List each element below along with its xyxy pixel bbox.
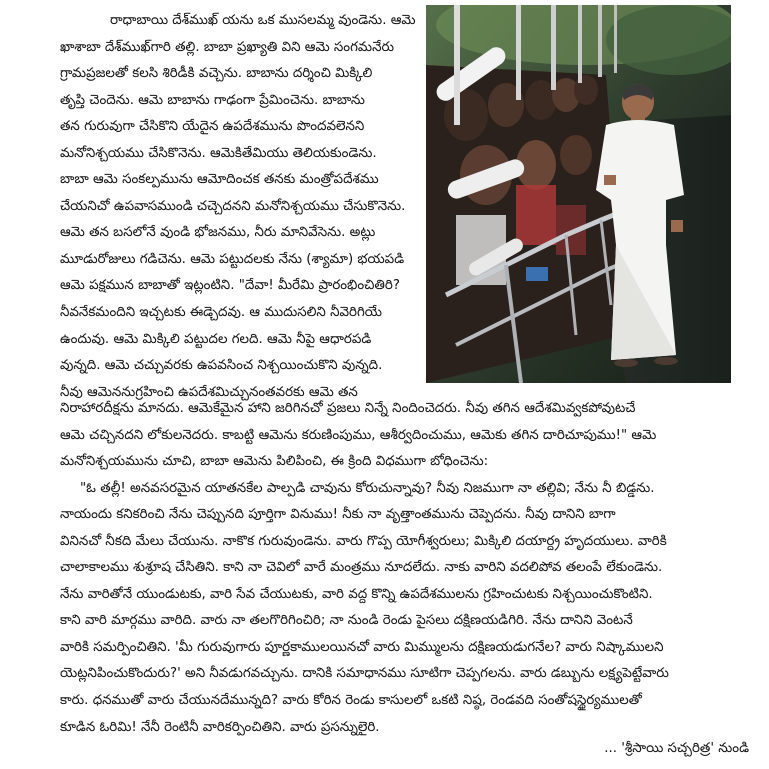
- article-line: వినినచో నీకది మేలు చేయును. నాకొక గురువుండెను. వారు గొప్ప యోగీశ్వరులు; మిక్కిలి దయార్ద్ర హృదయులు. వారికి: [60, 533, 667, 549]
- devotees-photo: [426, 5, 731, 383]
- article-line: రాధాబాయి దేశ్‌ముఖ్ యను ఒక ముసలమ్మ వుండెను. ఆమె: [110, 13, 416, 28]
- article-body: [60, 396, 740, 741]
- article-line: మూడురోజులు గడిచెను. ఆమె పట్టుదలకు నేను (శ్యామా) భయపడి: [60, 251, 405, 267]
- article-line: చాలాకాలము శుశ్రూష చేసితిని. కాని నా చెవిలో వారే మంత్రము నూదలేదు. నాకు వారిని వదలిపోవ తలంపే లేకుండెను.: [60, 560, 663, 576]
- article-line: ఆమె తన బసలోనే వుండి భోజనము, నీరు మానివేసెను. అట్లు: [60, 225, 376, 241]
- article-line: నేను వారితోనే యుండుటకు, వారి సేవ చేయుటకు, వారి వద్ద కొన్ని ఉపదేశములను గ్రహించుటకు నిశ్చయించుకొంటిని.: [60, 586, 653, 602]
- article-intro-column: [60, 8, 418, 406]
- article-line: మనోనిశ్చయమును చూచి, బాబా ఆమెను పిలిపించి, ఈ క్రింది విధముగా బోధించెను:: [60, 454, 489, 470]
- article-line: కాని వారి మార్గము వారిది. వారు నా తలగొరిగించిరి; నా నుండి రెండు పైసలు దక్షిణయడిగిరి. నేను దానిని వెంటనే: [60, 613, 633, 629]
- article-line: తన గురువుగా చేసికొని యేదైన ఉపదేశమును పొందవలెనని: [60, 119, 365, 135]
- photo-devotees-line-icon: [426, 5, 731, 383]
- article-line: వున్నది. ఆమె చచ్చువరకు ఉపవసించ నిశ్చయించుకొని వున్నది.: [60, 358, 383, 374]
- article-line: చేయనిచో ఉపవాసముండి చచ్చెదనని మనోనిశ్చయము చేసుకొనెను.: [60, 198, 406, 214]
- article-line: ఖాశాబా దేశ్‌ముఖ్‌గారి తల్లి. బాబా ప్రఖ్యాతి విని ఆమె సంగమనేరు: [60, 39, 395, 55]
- article-line: కారు. ధనముతో వారు చేయునదేమున్నది? వారు కోరిన రెండు కాసులలో ఒకటి నిష్ఠ, రెండవది సంతోషస్థైర్యములతో: [60, 693, 642, 709]
- article-line: నాయందు కనికరించి నేను చెప్పునది పూర్తిగా వినుము! నీకు నా వృత్తాంతమును చెప్పెదను. నీవు దానిని బాగా: [60, 507, 616, 523]
- article-line: ఆమె పక్షమున బాబాతో ఇట్లంటిని. "దేవా! మీరేమి ప్రారంభించితిరి?: [60, 278, 400, 294]
- article-line: "ఓ తల్లీ! అనవసరమైన యాతనకేల పాల్పడి చావును కోరుచున్నావు? నీవు నిజముగా నా తల్లివి; నేను నీ బిడ్డను.: [80, 480, 655, 496]
- source-citation: ... 'శ్రీసాయి సచ్చరిత్ర' నుండి: [604, 741, 749, 756]
- article-line: ఉందువు. ఆమె మిక్కిలి పట్టుదల గలది. ఆమె నీపై ఆధారపడి: [60, 331, 372, 347]
- article-line: కూడిన ఓరిమి! నేనీ రెంటినీ వారికర్పించితిని. వారు ప్రసన్నులైరి.: [60, 719, 380, 735]
- article-line: యెట్లనిపించుకొందురు?' అని నీవడుగవచ్చును. దానికి సమాధానము సూటిగా చెప్పగలను. వారు డబ్బును లక్ష్యపెట్టేవారు: [60, 666, 669, 682]
- article-line: గ్రామప్రజలతో కలసి శిరిడీకి వచ్చెను. బాబాను దర్శించి మిక్కిలి: [60, 66, 373, 82]
- article-line: తృప్తి చెందెను. ఆమె బాబాను గాఢంగా ప్రేమించెను. బాబాను: [60, 92, 365, 108]
- article-line: నీవు ఆమెననుగ్రహించి ఉపదేశమిచ్చునంతవరకు ఆమె తన: [60, 384, 358, 400]
- article-line: బాబా ఆమె సంకల్పమును ఆమోదించక తనకు మంత్రోపదేశము: [60, 172, 379, 188]
- article-line: వారికి సమర్పించితిని. 'మీ గురువుగారు పూర్ణకాములయినచో వారు మిమ్ములను దక్షిణయడుగనేల? వారు నిష్కాములని: [60, 639, 664, 655]
- article-line: నీవనేకమందిని ఇచ్చటకు ఈడ్చెదవు. ఆ ముదుసలిని నీవెరిగియే: [60, 305, 382, 321]
- article-line: మనోనిశ్చయము చేసికొనెను. ఆమెకితేమియు తెలియకుండెను.: [60, 145, 377, 161]
- article-line: నిరాహారదీక్షను మానదు. ఆమెకేమైన హాని జరిగినచో ప్రజలు నిన్నే నిందించెదరు. నీవు తగిన ఆదేశమివ్వకపోవుటచే: [60, 401, 636, 416]
- article-line: ఆమె చచ్చినదని లోకులనెదరు. కాబట్టి ఆమెను కరుణింపుము, ఆశీర్వదించుము, ఆమెకు తగిన దారిచూపుము!" ఆమె: [60, 427, 657, 443]
